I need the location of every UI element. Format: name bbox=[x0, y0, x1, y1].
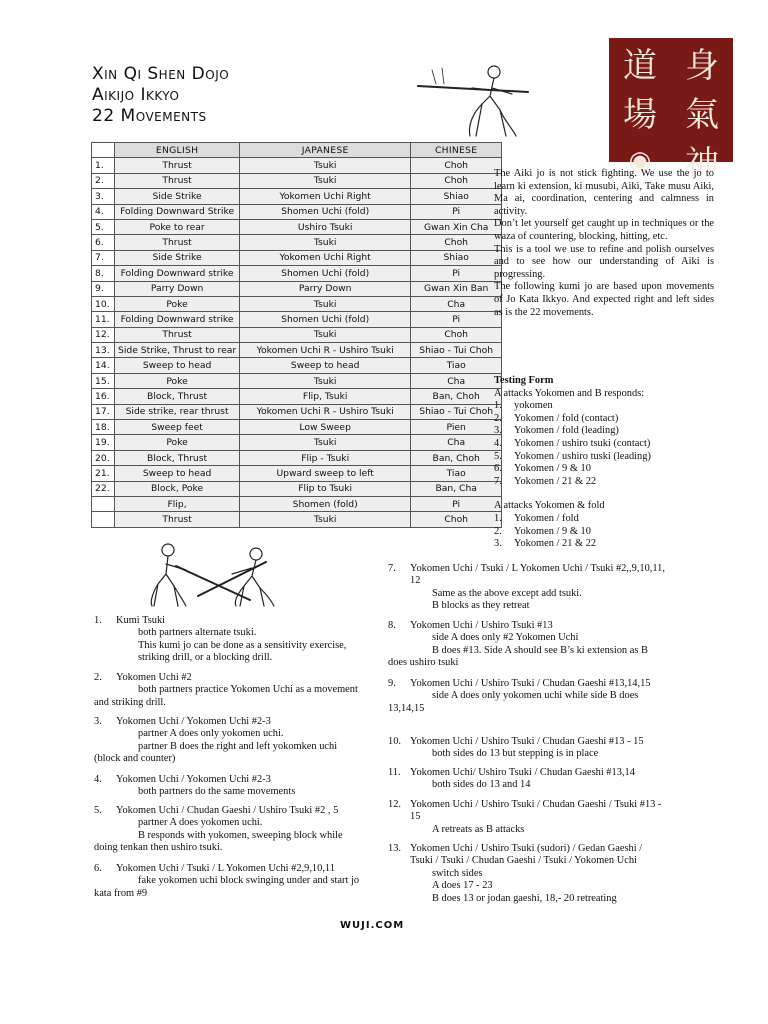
testing-intro-2: A attacks Yokomen & fold bbox=[494, 500, 605, 512]
cell-chinese: Pi bbox=[411, 496, 502, 511]
table-row bbox=[92, 266, 502, 281]
drill-number: 5. bbox=[94, 805, 102, 816]
drill-number: 11. bbox=[388, 767, 401, 778]
drill-number: 7. bbox=[388, 563, 396, 574]
row-number: 21. bbox=[92, 466, 115, 481]
table-row bbox=[92, 389, 502, 404]
drill-item bbox=[94, 863, 369, 900]
cell-english: Poke to rear bbox=[115, 219, 240, 234]
cell-english: Side Strike bbox=[115, 189, 240, 204]
row-number: 17. bbox=[92, 404, 115, 419]
testing-list-2 bbox=[494, 513, 714, 551]
drill-detail: both sides do 13 and 14 bbox=[432, 779, 531, 791]
drill-detail-continued: 13,14,15 bbox=[388, 702, 425, 714]
drill-detail-continued: and striking drill. bbox=[94, 696, 166, 708]
cell-japanese: Tsuki bbox=[240, 435, 411, 450]
cell-japanese: Tsuki bbox=[240, 158, 411, 173]
document-title bbox=[92, 64, 229, 127]
drill-item bbox=[94, 805, 369, 855]
drill-heading: Yokomen Uchi / Ushiro Tsuki / Chudan Gaeshi #13 - 15 bbox=[410, 736, 644, 747]
drill-detail: side A does only yokomen uchi while side B does bbox=[432, 690, 639, 702]
list-item bbox=[494, 438, 714, 451]
drill-heading: Yokomen Uchi / Tsuki / L Yokomen Uchi / Tsuki #2,,9,10,11, 12 bbox=[410, 563, 665, 587]
list-item-text: Yokomen / 21 & 22 bbox=[514, 475, 597, 487]
row-number: 1. bbox=[92, 158, 115, 173]
cell-japanese: Sweep to head bbox=[240, 358, 411, 373]
drill-number: 8. bbox=[388, 620, 396, 631]
table-row bbox=[92, 296, 502, 311]
drill-heading: Yokomen Uchi/ Ushiro Tsuki / Chudan Gaeshi #13,14 bbox=[410, 767, 635, 778]
row-number: 22. bbox=[92, 481, 115, 496]
header-number bbox=[92, 143, 115, 158]
header-chinese: CHINESE bbox=[411, 143, 502, 158]
list-item-number: 1. bbox=[494, 512, 502, 524]
drill-heading: Yokomen Uchi / Tsuki / L Yokomen Uchi #2,9,10,11 bbox=[116, 863, 335, 874]
cell-japanese: Shomen Uchi (fold) bbox=[240, 312, 411, 327]
list-item-number: 5. bbox=[494, 450, 502, 462]
cell-chinese: Cha bbox=[411, 373, 502, 388]
seal-emblem-icon: ◉ bbox=[628, 145, 652, 176]
drill-detail: This kumi jo can be done as a sensitivity exercise, striking drill, or a blocking drill. bbox=[138, 639, 347, 664]
drill-number: 2. bbox=[94, 672, 102, 683]
row-number: 19. bbox=[92, 435, 115, 450]
cell-chinese: Gwan Xin Cha bbox=[411, 219, 502, 234]
drill-detail: partner A does only yokomen uchi. bbox=[138, 728, 284, 740]
title-line-2: Aikijo Ikkyo bbox=[92, 85, 180, 105]
drill-item bbox=[94, 615, 369, 665]
row-number: 11. bbox=[92, 312, 115, 327]
row-number: 8. bbox=[92, 266, 115, 281]
drill-item bbox=[388, 843, 666, 905]
row-number: 9. bbox=[92, 281, 115, 296]
cell-english: Folding Downward strike bbox=[115, 266, 240, 281]
row-number: 20. bbox=[92, 450, 115, 465]
drill-detail: partner B does the right and left yokomken uchi bbox=[138, 740, 338, 752]
drill-detail-continued: doing tenkan then ushiro tsuki. bbox=[94, 842, 223, 854]
row-number: 18. bbox=[92, 420, 115, 435]
cell-japanese: Parry Down bbox=[240, 281, 411, 296]
table-row bbox=[92, 435, 502, 450]
table-header-row bbox=[92, 143, 502, 158]
table-row bbox=[92, 343, 502, 358]
table-row bbox=[92, 189, 502, 204]
cell-chinese: Pi bbox=[411, 312, 502, 327]
header-japanese: JAPANESE bbox=[240, 143, 411, 158]
list-item-text: Yokomen / 9 & 10 bbox=[514, 525, 591, 537]
table-row bbox=[92, 450, 502, 465]
header-english: ENGLISH bbox=[115, 143, 240, 158]
drill-detail: side A does only #2 Yokomen Uchi bbox=[432, 632, 579, 644]
cell-chinese: Shiao bbox=[411, 250, 502, 265]
kumi-jo-list-left bbox=[94, 615, 369, 915]
table-row bbox=[92, 204, 502, 219]
list-item bbox=[494, 451, 714, 464]
drill-detail: partner A does yokomen uchi. bbox=[138, 817, 263, 829]
drill-item bbox=[94, 716, 369, 766]
testing-intro-1: A attacks Yokomen and B responds: bbox=[494, 387, 645, 399]
list-item bbox=[494, 538, 714, 551]
drill-detail: both partners practice Yokomen Uchi as a movement bbox=[138, 684, 358, 696]
intro-paragraph: The Aiki jo is not stick fighting. We use the jo to learn ki extension, ki musubi, Aiki, Take musu Aiki, Ma ai, coordination, centering and calmness in activity. bbox=[494, 168, 714, 217]
kumi-jo-illustration bbox=[128, 540, 298, 610]
list-item bbox=[494, 476, 714, 489]
cell-japanese: Yokomen Uchi R - Ushiro Tsuki bbox=[240, 343, 411, 358]
cell-chinese: Tiao bbox=[411, 358, 502, 373]
drill-heading: Yokomen Uchi / Yokomen Uchi #2-3 bbox=[116, 774, 271, 785]
testing-form bbox=[494, 375, 714, 551]
seal-char: 身 bbox=[685, 46, 719, 86]
testing-heading: Testing Form bbox=[494, 375, 554, 386]
seal-char: 道 bbox=[623, 46, 657, 86]
drill-number: 1. bbox=[94, 615, 102, 626]
table-row bbox=[92, 358, 502, 373]
list-item-text: Yokomen / 9 & 10 bbox=[514, 463, 591, 475]
row-number: 13. bbox=[92, 343, 115, 358]
cell-chinese: Pi bbox=[411, 266, 502, 281]
drill-heading: Kumi Tsuki bbox=[116, 615, 166, 626]
list-item-number: 2. bbox=[494, 412, 502, 424]
drill-item bbox=[388, 767, 666, 792]
cell-english: Sweep to head bbox=[115, 466, 240, 481]
drill-heading: Yokomen Uchi / Ushiro Tsuki #13 bbox=[410, 620, 553, 631]
table-row bbox=[92, 173, 502, 188]
cell-japanese: Upward sweep to left bbox=[240, 466, 411, 481]
drill-item bbox=[94, 774, 369, 799]
table-row bbox=[92, 327, 502, 342]
cell-english: Sweep to head bbox=[115, 358, 240, 373]
cell-english: Sweep feet bbox=[115, 420, 240, 435]
drill-item bbox=[388, 563, 666, 613]
drill-detail: both partners do the same movements bbox=[138, 786, 296, 798]
row-number: 10. bbox=[92, 296, 115, 311]
cell-chinese: Shiao bbox=[411, 189, 502, 204]
drill-item bbox=[388, 736, 666, 761]
cell-chinese: Choh bbox=[411, 158, 502, 173]
cell-english: Thrust bbox=[115, 158, 240, 173]
cell-japanese: Ushiro Tsuki bbox=[240, 219, 411, 234]
drill-heading: Yokomen Uchi / Ushiro Tsuki (sudori) / Gedan Gaeshi / Tsuki / Tsuki / Chudan Gaeshi / Tsuki / Yokomen Uchi bbox=[410, 843, 643, 867]
cell-english: Parry Down bbox=[115, 281, 240, 296]
cell-japanese: Flip - Tsuki bbox=[240, 450, 411, 465]
drill-heading: Yokomen Uchi / Chudan Gaeshi / Ushiro Tsuki #2 , 5 bbox=[116, 805, 339, 816]
cell-english: Folding Downward Strike bbox=[115, 204, 240, 219]
cell-chinese: Shiao - Tui Choh bbox=[411, 343, 502, 358]
list-item-text: yokomen bbox=[514, 400, 553, 412]
cell-chinese: Ban, Choh bbox=[411, 389, 502, 404]
table-row bbox=[92, 481, 502, 496]
title-line-3: 22 Movements bbox=[92, 106, 207, 126]
list-item bbox=[494, 400, 714, 413]
cell-chinese: Tiao bbox=[411, 466, 502, 481]
list-item-number: 2. bbox=[494, 525, 502, 537]
movements-table bbox=[91, 142, 502, 528]
row-number: 12. bbox=[92, 327, 115, 342]
cell-japanese: Tsuki bbox=[240, 173, 411, 188]
cell-english: Side Strike bbox=[115, 250, 240, 265]
cell-english: Block, Thrust bbox=[115, 450, 240, 465]
list-item-text: Yokomen / ushiro tsuki (contact) bbox=[514, 437, 651, 449]
row-number: 4. bbox=[92, 204, 115, 219]
drill-detail: B does 13 or jodan gaeshi, 18,- 20 retreating bbox=[432, 892, 617, 904]
drill-heading: Yokomen Uchi / Ushiro Tsuki / Chudan Gaeshi / Tsuki #13 - 15 bbox=[410, 799, 662, 823]
drill-heading: Yokomen Uchi #2 bbox=[116, 672, 192, 683]
cell-japanese: Flip to Tsuki bbox=[240, 481, 411, 496]
jo-strike-illustration bbox=[412, 60, 532, 140]
list-item-text: Yokomen / 21 & 22 bbox=[514, 538, 597, 550]
list-item-number: 4. bbox=[494, 437, 502, 449]
drill-detail: switch sides bbox=[432, 867, 483, 879]
cell-japanese: Tsuki bbox=[240, 512, 411, 527]
table-row bbox=[92, 466, 502, 481]
cell-english: Poke bbox=[115, 296, 240, 311]
list-item bbox=[494, 413, 714, 426]
table-row bbox=[92, 281, 502, 296]
drill-detail: fake yokomen uchi block swinging under and start jo bbox=[138, 875, 360, 887]
list-item-number: 6. bbox=[494, 463, 502, 475]
list-item-text: Yokomen / fold (contact) bbox=[514, 412, 619, 424]
row-number: 16. bbox=[92, 389, 115, 404]
drill-number: 3. bbox=[94, 716, 102, 727]
cell-japanese: Yokomen Uchi Right bbox=[240, 250, 411, 265]
drill-detail: A does 17 - 23 bbox=[432, 880, 493, 892]
row-number: 7. bbox=[92, 250, 115, 265]
drill-item bbox=[94, 672, 369, 709]
drill-detail: B does #13. Side A should see B’s ki extension as B bbox=[432, 644, 648, 656]
cell-japanese: Tsuki bbox=[240, 373, 411, 388]
title-line-1: Xin Qi Shen Dojo bbox=[92, 64, 230, 84]
list-item-text: Yokomen / ushiro tuski (leading) bbox=[514, 450, 651, 462]
drill-detail-continued: (block and counter) bbox=[94, 753, 176, 765]
list-item bbox=[494, 526, 714, 539]
list-item bbox=[494, 425, 714, 438]
drill-detail-continued: kata from #9 bbox=[94, 887, 148, 899]
cell-english: Thrust bbox=[115, 235, 240, 250]
drill-number: 13. bbox=[388, 843, 401, 854]
row-number bbox=[92, 512, 115, 527]
cell-japanese: Low Sweep bbox=[240, 420, 411, 435]
cell-japanese: Tsuki bbox=[240, 235, 411, 250]
cell-chinese: Choh bbox=[411, 327, 502, 342]
cell-japanese: Shomen Uchi (fold) bbox=[240, 204, 411, 219]
footer-site: WUJI.COM bbox=[340, 920, 405, 931]
row-number: 14. bbox=[92, 358, 115, 373]
cell-japanese: Yokomen Uchi R - Ushiro Tsuki bbox=[240, 404, 411, 419]
drill-heading: Yokomen Uchi / Yokomen Uchi #2-3 bbox=[116, 716, 271, 727]
drill-detail: B responds with yokomen, sweeping block while bbox=[138, 829, 343, 841]
cell-english: Side strike, rear thrust bbox=[115, 404, 240, 419]
row-number: 2. bbox=[92, 173, 115, 188]
seal-char: 神 bbox=[685, 144, 719, 184]
list-item bbox=[494, 463, 714, 476]
cell-english: Flip, bbox=[115, 496, 240, 511]
row-number: 15. bbox=[92, 373, 115, 388]
table-row bbox=[92, 404, 502, 419]
drill-detail: B blocks as they retreat bbox=[432, 600, 530, 612]
table-row bbox=[92, 420, 502, 435]
seal-char: 氣 bbox=[685, 95, 719, 135]
intro-paragraph: The following kumi jo are based upon movements of Jo Kata Ikkyo. And expected right and left sides as is the 22 movements. bbox=[494, 281, 714, 318]
drill-item bbox=[388, 799, 666, 836]
cell-japanese: Shomen (fold) bbox=[240, 496, 411, 511]
row-number: 6. bbox=[92, 235, 115, 250]
drill-detail-continued: does ushiro tsuki bbox=[388, 657, 459, 669]
cell-chinese: Ban, Cha bbox=[411, 481, 502, 496]
testing-list-1 bbox=[494, 400, 714, 488]
table-row bbox=[92, 250, 502, 265]
cell-english: Poke bbox=[115, 435, 240, 450]
cell-english: Block, Poke bbox=[115, 481, 240, 496]
cell-chinese: Choh bbox=[411, 512, 502, 527]
row-number: 3. bbox=[92, 189, 115, 204]
table-row bbox=[92, 219, 502, 234]
row-number: 5. bbox=[92, 219, 115, 234]
table-row bbox=[92, 373, 502, 388]
list-item bbox=[494, 513, 714, 526]
cell-chinese: Choh bbox=[411, 235, 502, 250]
drill-item bbox=[388, 678, 666, 715]
cell-english: Thrust bbox=[115, 512, 240, 527]
cell-chinese: Choh bbox=[411, 173, 502, 188]
table-row bbox=[92, 158, 502, 173]
drill-detail: Same as the above except add tsuki. bbox=[432, 587, 582, 599]
list-item-number: 3. bbox=[494, 538, 502, 550]
cell-chinese: Cha bbox=[411, 296, 502, 311]
cell-chinese: Pien bbox=[411, 420, 502, 435]
cell-chinese: Cha bbox=[411, 435, 502, 450]
seal-char: 場 bbox=[623, 95, 657, 135]
list-item-text: Yokomen / fold bbox=[514, 512, 579, 524]
drill-detail: A retreats as B attacks bbox=[432, 823, 525, 835]
drill-detail: both partners alternate tsuki. bbox=[138, 627, 257, 639]
drill-number: 10. bbox=[388, 736, 401, 747]
table-row bbox=[92, 235, 502, 250]
cell-english: Side Strike, Thrust to rear bbox=[115, 343, 240, 358]
cell-english: Thrust bbox=[115, 327, 240, 342]
kumi-jo-list-right bbox=[388, 563, 666, 913]
cell-japanese: Tsuki bbox=[240, 327, 411, 342]
drill-number: 9. bbox=[388, 678, 396, 689]
cell-chinese: Shiao - Tui Choh bbox=[411, 404, 502, 419]
cell-japanese: Tsuki bbox=[240, 296, 411, 311]
cell-chinese: Ban, Choh bbox=[411, 450, 502, 465]
drill-heading: Yokomen Uchi / Ushiro Tsuki / Chudan Gaeshi #13,14,15 bbox=[410, 678, 651, 689]
intro-paragraph: Don’t let yourself get caught up in techniques or the waza of countering, blocking, hitting, etc. bbox=[494, 218, 714, 242]
drill-item bbox=[388, 620, 666, 670]
list-item-number: 1. bbox=[494, 400, 502, 412]
drill-number: 4. bbox=[94, 774, 102, 785]
row-number bbox=[92, 496, 115, 511]
cell-chinese: Gwan Xin Ban bbox=[411, 281, 502, 296]
cell-english: Folding Downward strike bbox=[115, 312, 240, 327]
cell-chinese: Pi bbox=[411, 204, 502, 219]
dojo-seal bbox=[609, 38, 733, 184]
intro-paragraph: This is a tool we use to refine and polish ourselves and to see how our understanding of Aiki is progressing. bbox=[494, 243, 714, 280]
drill-detail: both sides do 13 but stepping is in place bbox=[432, 748, 599, 760]
table-row bbox=[92, 312, 502, 327]
table-row bbox=[92, 496, 502, 511]
intro-text bbox=[494, 168, 714, 319]
drill-number: 6. bbox=[94, 863, 102, 874]
cell-english: Thrust bbox=[115, 173, 240, 188]
cell-japanese: Shomen Uchi (fold) bbox=[240, 266, 411, 281]
list-item-text: Yokomen / fold (leading) bbox=[514, 425, 619, 437]
cell-japanese: Flip, Tsuki bbox=[240, 389, 411, 404]
cell-english: Block, Thrust bbox=[115, 389, 240, 404]
cell-english: Poke bbox=[115, 373, 240, 388]
list-item-number: 7. bbox=[494, 475, 502, 487]
list-item-number: 3. bbox=[494, 425, 502, 437]
drill-number: 12. bbox=[388, 799, 401, 810]
cell-japanese: Yokomen Uchi Right bbox=[240, 189, 411, 204]
table-row bbox=[92, 512, 502, 527]
